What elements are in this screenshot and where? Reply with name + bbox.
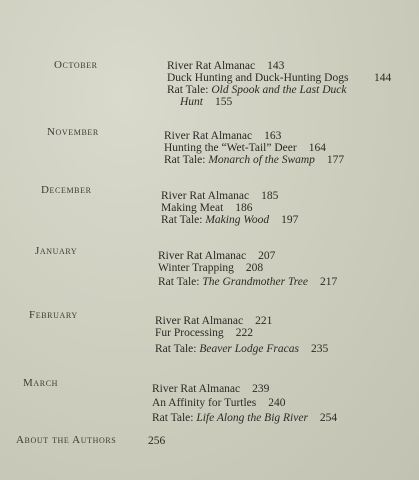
- page-number: 240: [268, 397, 286, 409]
- entry-title: Old Spook and the Last Duck: [211, 84, 347, 96]
- entry-title-continued: Hunt: [180, 96, 203, 108]
- toc-entry[interactable]: [158, 250, 275, 262]
- toc-entry[interactable]: [167, 84, 346, 96]
- toc-entry-continued[interactable]: [180, 96, 232, 108]
- page-number: 197: [281, 214, 299, 226]
- entry-title: The Grandmother Tree: [202, 276, 308, 288]
- entry-title: Fur Processing: [155, 327, 224, 339]
- entry-title: River Rat Almanac: [152, 383, 241, 395]
- month-heading-january: January: [35, 245, 78, 257]
- about-the-authors-heading[interactable]: About the Authors: [16, 434, 117, 446]
- toc-entry[interactable]: [155, 315, 272, 327]
- entry-label: Rat Tale:: [158, 276, 200, 288]
- page-number: 164: [308, 142, 326, 154]
- toc-entry[interactable]: [158, 262, 263, 274]
- page-number: 185: [261, 190, 279, 202]
- month-heading-december: December: [41, 184, 92, 196]
- toc-entry[interactable]: [155, 327, 253, 339]
- page-number: 221: [255, 315, 273, 327]
- toc-entry[interactable]: [152, 383, 269, 395]
- page-number: 222: [235, 327, 253, 339]
- entry-title: River Rat Almanac: [155, 315, 244, 327]
- page-number: 207: [258, 250, 276, 262]
- page-number: 254: [319, 412, 338, 424]
- entry-title: Monarch of the Swamp: [208, 154, 315, 166]
- page-number: 208: [245, 262, 264, 274]
- toc-entry[interactable]: [152, 397, 286, 409]
- entry-title: An Affinity for Turtles: [152, 397, 257, 409]
- page-number: 235: [311, 343, 329, 355]
- entry-title: Making Wood: [205, 214, 270, 226]
- toc-entry[interactable]: [161, 214, 298, 226]
- month-heading-march: March: [23, 377, 59, 389]
- page-number: 144: [374, 72, 392, 84]
- entry-title: Winter Trapping: [158, 262, 234, 274]
- page-number: 186: [235, 202, 253, 214]
- toc-entry[interactable]: [161, 202, 253, 214]
- page-number: 143: [267, 60, 285, 72]
- entry-title: River Rat Almanac: [167, 60, 256, 72]
- page-number: 155: [215, 96, 233, 108]
- entry-label: Rat Tale:: [161, 214, 203, 226]
- entry-title: Making Meat: [161, 202, 224, 214]
- toc-entry[interactable]: [164, 130, 281, 142]
- toc-entry[interactable]: [155, 343, 328, 355]
- toc-entry[interactable]: [167, 72, 407, 84]
- page-number: 239: [252, 383, 270, 395]
- toc-entry[interactable]: [158, 276, 337, 288]
- month-heading-february: February: [29, 309, 78, 321]
- toc-entry[interactable]: [152, 412, 337, 424]
- page-number: 217: [319, 276, 338, 288]
- entry-label: Rat Tale:: [164, 154, 206, 166]
- toc-entry[interactable]: [167, 60, 284, 72]
- entry-title: River Rat Almanac: [158, 250, 247, 262]
- entry-label: Rat Tale:: [152, 412, 194, 424]
- toc-entry[interactable]: [164, 142, 326, 154]
- toc-entry[interactable]: [164, 154, 344, 166]
- toc-entry[interactable]: [161, 190, 278, 202]
- entry-title: Life Along the Big River: [196, 412, 308, 424]
- entry-label: Rat Tale:: [167, 84, 209, 96]
- page-number: 163: [264, 130, 282, 142]
- month-heading-october: October: [54, 59, 98, 71]
- entry-title: River Rat Almanac: [164, 130, 253, 142]
- month-heading-november: November: [47, 126, 99, 138]
- entry-title: Hunting the “Wet-Tail” Deer: [164, 142, 297, 154]
- entry-label: Rat Tale:: [155, 343, 197, 355]
- entry-title: Beaver Lodge Fracas: [199, 343, 299, 355]
- entry-title: River Rat Almanac: [161, 190, 250, 202]
- entry-title: Duck Hunting and Duck-Hunting Dogs: [167, 72, 349, 84]
- page-number: 177: [326, 154, 345, 166]
- page-number: 256: [148, 435, 166, 447]
